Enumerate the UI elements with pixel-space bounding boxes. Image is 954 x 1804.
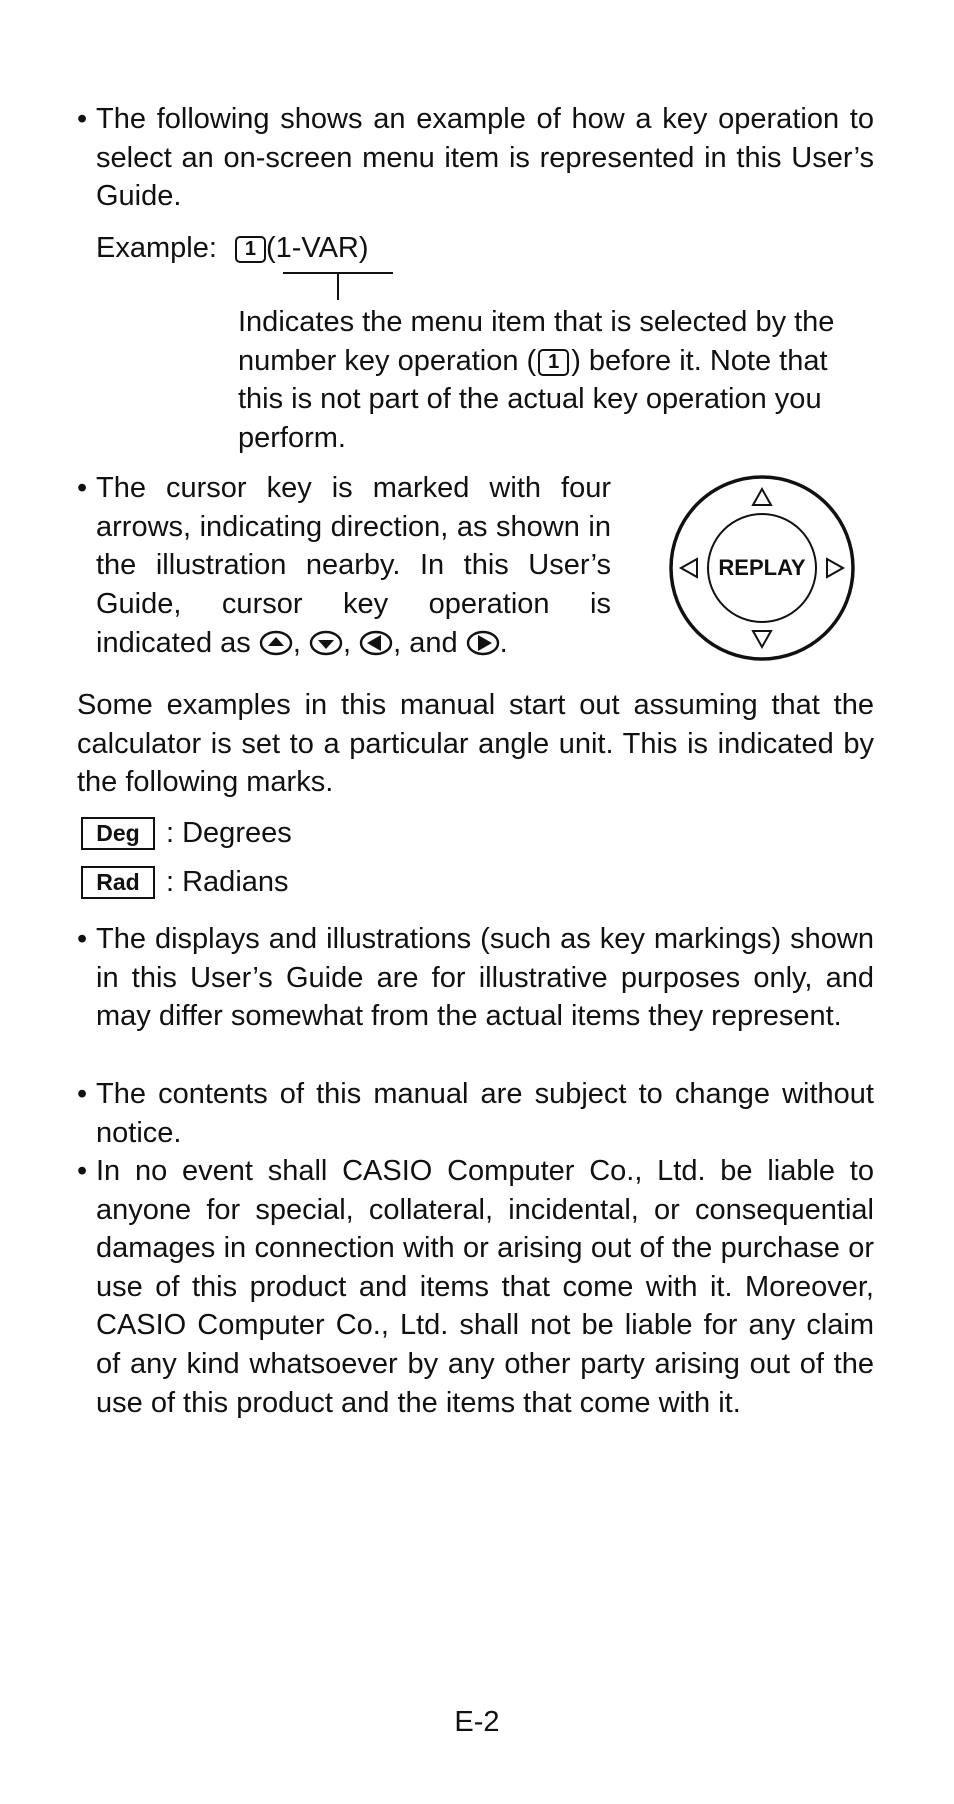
note-text-before: number key operation ( [238,344,537,377]
note-line-3: this is not part of the actual key operation you perform. [238,383,822,454]
cursor-key-illustration [668,474,856,662]
bullet: • [77,472,88,504]
page-number: E-2 [454,1706,500,1738]
change-notice [77,1075,874,1152]
change-notice-text: The contents of this manual are subject to change without notice. [96,1078,874,1149]
bullet: • [77,1078,88,1110]
menu-item-explanation [77,100,874,216]
illustrations-disclaimer [77,920,874,1036]
down-arrow-icon [309,630,343,656]
cursor-key-explanation [77,469,611,623]
menu-item-explanation-text: The following shows an example of how a key operation to select an on-screen menu item is represented in this User’s Guide. [96,103,874,213]
deg-label: : Degrees [166,817,292,849]
right-arrow-icon [466,630,500,656]
separator: , [292,627,301,659]
liability-disclaimer [77,1152,874,1422]
example-menu-item: (1-VAR) [265,232,369,264]
number-key-1: 1 [235,236,266,263]
and-text: , and [393,627,458,659]
deg-badge: Deg [81,817,155,850]
callout-connector-stem [337,273,339,300]
indicated-as-text: indicated as [96,627,251,659]
note-line-1: Indicates the menu item that is selected by the [238,306,835,338]
rad-badge: Rad [81,866,155,899]
separator: , [342,627,352,659]
example-note [238,303,874,457]
example-label: Example: [96,232,217,264]
number-key-1-note: 1 [538,349,569,376]
replay-label: REPLAY [718,555,806,580]
cursor-key-operations [96,624,508,663]
note-line-2 [238,342,874,381]
note-text-after: ) before it. Note that [571,344,828,377]
left-arrow-icon [359,630,393,656]
liability-disclaimer-text: In no event shall CASIO Computer Co., Ltd. be liable to anyone for special, collateral, incidental, or consequential damages in connection with or arising out of the purchase or use of this product and items that come with it. Moreover, CASIO Computer Co., Ltd. shall not be liable for any claim of any kind whatsoever by any other party arising out of the use of this product and the items that come with it. [96,1155,874,1419]
illustrations-disclaimer-text: The displays and illustrations (such as key markings) shown in this User’s Guide are for illustrative purposes only, and may differ somewhat from the actual items they represent. [96,923,874,1033]
example-line [96,229,369,268]
cursor-key-text: The cursor key is marked with four arrows, indicating direction, as shown in the illustration nearby. In this User’s Guide, cursor key operation is [96,472,611,620]
bullet: • [77,1155,88,1187]
bullet: • [77,923,88,955]
rad-label: : Radians [166,866,289,898]
angle-unit-intro: Some examples in this manual start out assuming that the calculator is set to a particular angle unit. This is indicated by the following marks. [77,689,874,799]
period: . [499,627,508,659]
up-arrow-icon [259,630,293,656]
bullet: • [77,103,88,135]
